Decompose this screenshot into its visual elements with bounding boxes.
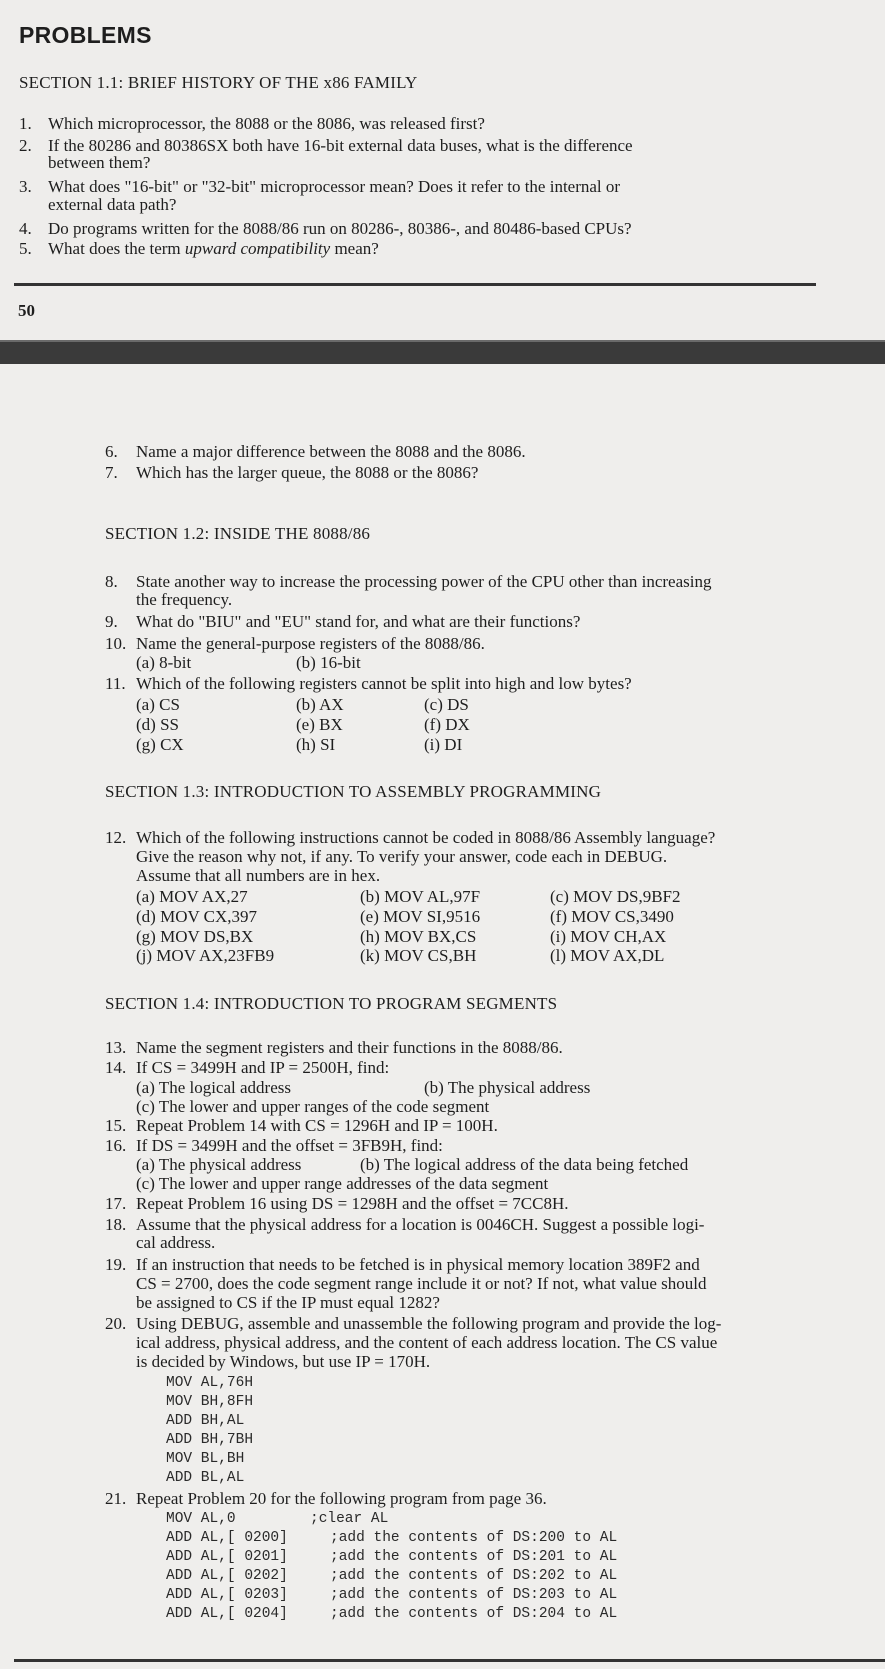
q12-option: (g) MOV DS,BX [136, 927, 254, 946]
question-8-line-1: State another way to increase the processing power of the CPU other than increasing [136, 572, 712, 591]
q12-option: (b) MOV AL,97F [360, 887, 481, 906]
question-18-number: 18. [105, 1215, 127, 1234]
question-2-line-1: If the 80286 and 80386SX both have 16-bit external data buses, what is the difference [48, 136, 633, 155]
question-19-line-3: be assigned to CS if the IP must equal 1282? [136, 1293, 440, 1312]
question-2-number: 2. [19, 136, 32, 155]
q12-option: (f) MOV CS,3490 [550, 907, 674, 926]
section-1-3-heading: SECTION 1.3: INTRODUCTION TO ASSEMBLY PROGRAMMING [105, 782, 602, 801]
question-5-emphasis: upward compatibility [184, 239, 331, 258]
question-16-c: (c) The lower and upper range addresses of the data segment [136, 1174, 549, 1193]
question-10-a: (a) 8-bit [136, 653, 192, 672]
code-line: ADD BH,AL [166, 1413, 245, 1429]
section-1-2-heading: SECTION 1.2: INSIDE THE 8088/86 [105, 524, 371, 543]
bottom-rule [14, 1659, 885, 1662]
q11-option: (a) CS [136, 695, 180, 714]
q12-option: (e) MOV SI,9516 [360, 907, 481, 926]
code-line: ADD BH,7BH [166, 1432, 254, 1448]
question-17-number: 17. [105, 1194, 127, 1213]
q12-option: (d) MOV CX,397 [136, 907, 258, 926]
question-14-b: (b) The physical address [424, 1078, 591, 1097]
question-19-line-2: CS = 2700, does the code segment range include it or not? If not, what value should [136, 1274, 707, 1293]
question-10-b: (b) 16-bit [296, 653, 361, 672]
q11-option: (d) SS [136, 715, 179, 734]
question-16-a: (a) The physical address [136, 1155, 302, 1174]
code-instruction: ADD AL,[ 0204] [166, 1606, 288, 1622]
question-4-text: Do programs written for the 8088/86 run on 80286-, 80386-, and 80486-based CPUs? [48, 219, 632, 238]
q11-option: (i) DI [424, 735, 463, 754]
q12-option: (k) MOV CS,BH [360, 946, 477, 965]
question-14-a: (a) The logical address [136, 1078, 291, 1097]
q12-option: (h) MOV BX,CS [360, 927, 477, 946]
code-comment: ;add the contents of DS:203 to AL [330, 1587, 618, 1603]
question-20-line-1: Using DEBUG, assemble and unassemble the following program and provide the log- [136, 1314, 722, 1333]
question-21-text: Repeat Problem 20 for the following program from page 36. [136, 1489, 547, 1508]
question-5-text [48, 239, 379, 258]
page-bottom [0, 364, 885, 1669]
question-16-b: (b) The logical address of the data being fetched [360, 1155, 689, 1174]
question-8-line-2: the frequency. [136, 590, 233, 609]
code-line: ADD BL,AL [166, 1470, 245, 1486]
code-comment: ;add the contents of DS:204 to AL [330, 1606, 618, 1622]
q11-option: (c) DS [424, 695, 469, 714]
question-number: 1. [19, 114, 32, 133]
question-9-text: What do "BIU" and "EU" stand for, and what are their functions? [136, 612, 581, 631]
q12-option: (c) MOV DS,9BF2 [550, 887, 681, 906]
question-4-number: 4. [19, 219, 32, 238]
q11-option: (f) DX [424, 715, 470, 734]
question-16-number: 16. [105, 1136, 127, 1155]
code-comment: ;add the contents of DS:200 to AL [330, 1530, 618, 1546]
question-13-number: 13. [105, 1038, 127, 1057]
code-comment: ;clear AL [310, 1511, 389, 1527]
code-instruction: ADD AL,[ 0201] [166, 1549, 288, 1565]
code-comment: ;add the contents of DS:202 to AL [330, 1568, 618, 1584]
page-gap [0, 342, 885, 364]
q11-option: (b) AX [296, 695, 344, 714]
question-11-text: Which of the following registers cannot be split into high and low bytes? [136, 674, 632, 693]
code-line: MOV BH,8FH [166, 1394, 254, 1410]
question-12-line-1: Which of the following instructions cannot be coded in 8088/86 Assembly language? [136, 828, 716, 847]
question-11-number: 11. [105, 674, 126, 693]
question-3-line-1: What does "16-bit" or "32-bit" microprocessor mean? Does it refer to the internal or [48, 177, 621, 196]
page-top [0, 0, 885, 342]
q12-option: (a) MOV AX,27 [136, 887, 248, 906]
question-14-number: 14. [105, 1058, 127, 1077]
question-3-line-2: external data path? [48, 195, 177, 214]
question-8-number: 8. [105, 572, 118, 591]
question-7-number: 7. [105, 463, 118, 482]
question-15-number: 15. [105, 1116, 127, 1135]
question-14-c: (c) The lower and upper ranges of the code segment [136, 1097, 490, 1116]
q11-option: (h) SI [296, 735, 336, 754]
q12-option: (i) MOV CH,AX [550, 927, 667, 946]
code-instruction: ADD AL,[ 0202] [166, 1568, 288, 1584]
question-10-number: 10. [105, 634, 127, 653]
code-comment: ;add the contents of DS:201 to AL [330, 1549, 618, 1565]
question-20-line-3: is decided by Windows, but use IP = 170H. [136, 1352, 431, 1371]
question-5-pre: What does the term [48, 239, 185, 258]
q11-option: (e) BX [296, 715, 343, 734]
question-12-line-3: Assume that all numbers are in hex. [136, 866, 381, 885]
question-9-number: 9. [105, 612, 118, 631]
question-19-line-1: If an instruction that needs to be fetched is in physical memory location 389F2 and [136, 1255, 700, 1274]
q11-option: (g) CX [136, 735, 184, 754]
question-6-text: Name a major difference between the 8088 and the 8086. [136, 442, 526, 461]
question-3-number: 3. [19, 177, 32, 196]
q12-option: (j) MOV AX,23FB9 [136, 946, 275, 965]
code-line: MOV AL,76H [166, 1375, 254, 1391]
question-20-line-2: ical address, physical address, and the content of each address location. The CS value [136, 1333, 718, 1352]
question-1-text: Which microprocessor, the 8088 or the 8086, was released first? [48, 114, 485, 133]
question-21-number: 21. [105, 1489, 127, 1508]
question-6-number: 6. [105, 442, 118, 461]
question-2-line-2: between them? [48, 153, 151, 172]
question-5-post: mean? [330, 239, 379, 258]
section-1-1-heading: SECTION 1.1: BRIEF HISTORY OF THE x86 FAMILY [19, 73, 418, 92]
question-19-number: 19. [105, 1255, 127, 1274]
section-1-4-heading: SECTION 1.4: INTRODUCTION TO PROGRAM SEGMENTS [105, 994, 558, 1013]
question-18-line-2: cal address. [136, 1233, 216, 1252]
question-12-number: 12. [105, 828, 127, 847]
question-10-text: Name the general-purpose registers of the 8088/86. [136, 634, 485, 653]
code-instruction: ADD AL,[ 0200] [166, 1530, 288, 1546]
question-5-number: 5. [19, 239, 32, 258]
q12-option: (l) MOV AX,DL [550, 946, 665, 965]
code-instruction: ADD AL,[ 0203] [166, 1587, 288, 1603]
question-1 [19, 114, 32, 133]
question-18-line-1: Assume that the physical address for a location is 0046CH. Suggest a possible logi- [136, 1215, 705, 1234]
question-7-text: Which has the larger queue, the 8088 or the 8086? [136, 463, 479, 482]
question-20-number: 20. [105, 1314, 127, 1333]
question-14-text: If CS = 3499H and IP = 2500H, find: [136, 1058, 390, 1077]
question-15-text: Repeat Problem 14 with CS = 1296H and IP = 100H. [136, 1116, 498, 1135]
question-16-text: If DS = 3499H and the offset = 3FB9H, find: [136, 1136, 443, 1155]
question-13-text: Name the segment registers and their functions in the 8088/86. [136, 1038, 563, 1057]
question-12-line-2: Give the reason why not, if any. To verify your answer, code each in DEBUG. [136, 847, 668, 866]
page-number: 50 [18, 301, 35, 320]
page-rule [14, 283, 816, 286]
code-instruction: MOV AL,0 [166, 1511, 236, 1527]
problems-heading: PROBLEMS [19, 22, 152, 48]
code-line: MOV BL,BH [166, 1451, 245, 1467]
question-17-text: Repeat Problem 16 using DS = 1298H and the offset = 7CC8H. [136, 1194, 569, 1213]
